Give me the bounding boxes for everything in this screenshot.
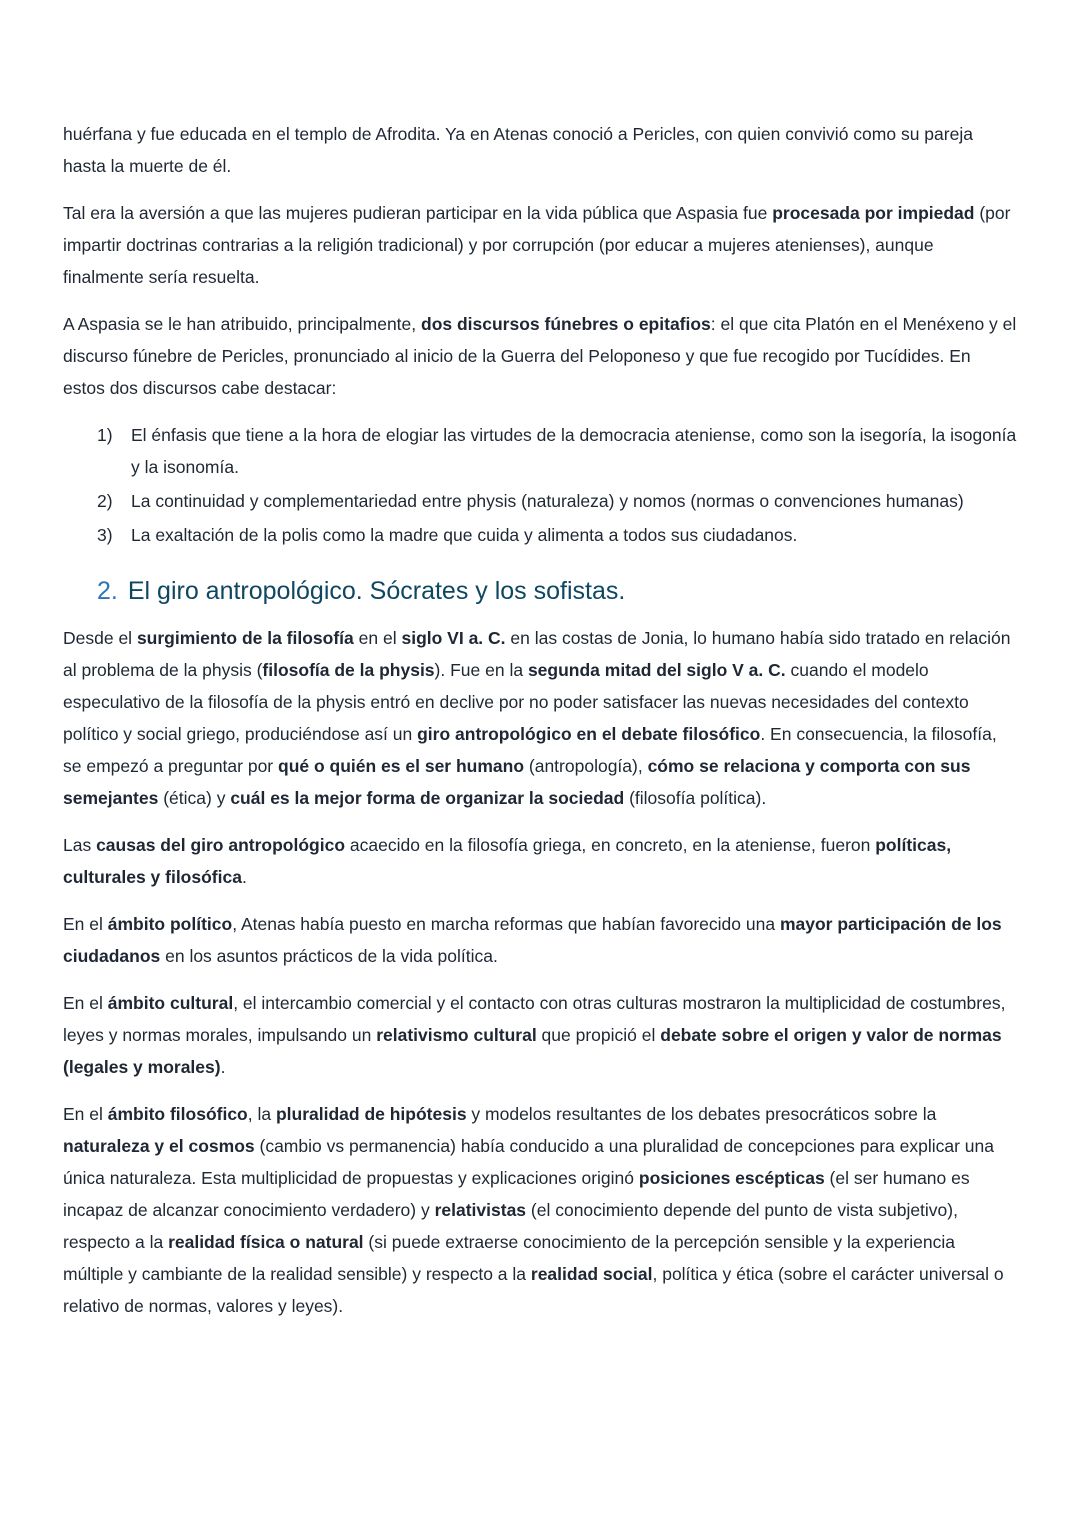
paragraph: A Aspasia se le han atribuido, principalmente, dos discursos fúnebres o epitafios: el que cita Platón en el Menéxeno y el discurso fúnebre de Pericles, pronunciado al inicio de la Guerra del Peloponeso y que fue recogido por Tucídides. En estos dos discursos cabe destacar:: [63, 314, 1017, 398]
list-item: [97, 519, 1017, 551]
list-item: [97, 419, 1017, 483]
list-marker: 3): [97, 525, 113, 545]
paragraph: En el ámbito filosófico, la pluralidad de hipótesis y modelos resultantes de los debates presocráticos sobre la naturaleza y el cosmos (cambio vs permanencia) había conducido a una pluralidad de concepciones para explicar una única naturaleza. Esta multiplicidad de propuestas y explicaciones originó posiciones escépticas (el ser humano es incapaz de alcanzar conocimiento verdadero) y relativistas (el conocimiento depende del punto de vista subjetivo), respecto a la realidad física o natural (si puede extraerse conocimiento de la percepción sensible y la experiencia múltiple y cambiante de la realidad sensible) y respecto a la realidad social, política y ética (sobre el carácter universal o relativo de normas, valores y leyes).: [63, 1104, 1004, 1316]
section-heading: [97, 573, 1017, 609]
list-item: [97, 485, 1017, 517]
list-item-text: El énfasis que tiene a la hora de elogiar las virtudes de la democracia ateniense, como son la isegoría, la isogonía y la isonomía.: [131, 425, 1017, 477]
list-item-text: La exaltación de la polis como la madre que cuida y alimenta a todos sus ciudadanos.: [131, 525, 798, 545]
list-marker: 1): [97, 425, 113, 445]
paragraph: En el ámbito cultural, el intercambio comercial y el contacto con otras culturas mostraron la multiplicidad de costumbres, leyes y normas morales, impulsando un relativismo cultural que propició el debate sobre el origen y valor de normas (legales y morales).: [63, 993, 1006, 1077]
numbered-list: [63, 419, 1017, 551]
paragraph: Desde el surgimiento de la filosofía en el siglo VI a. C. en las costas de Jonia, lo humano había sido tratado en relación al problema de la physis (filosofía de la physis). Fue en la segunda mitad del siglo V a. C. cuando el modelo especulativo de la filosofía de la physis entró en declive por no poder satisfacer las nuevas necesidades del contexto político y social griego, produciéndose así un giro antropológico en el debate filosófico. En consecuencia, la filosofía, se empezó a preguntar por qué o quién es el ser humano (antropología), cómo se relaciona y comporta con sus semejantes (ética) y cuál es la mejor forma de organizar la sociedad (filosofía política).: [63, 628, 1011, 808]
section-heading-number: 2.: [97, 577, 118, 605]
list-item-text: La continuidad y complementariedad entre physis (naturaleza) y nomos (normas o convenciones humanas): [131, 491, 964, 511]
paragraph: En el ámbito político, Atenas había puesto en marcha reformas que habían favorecido una mayor participación de los ciudadanos en los asuntos prácticos de la vida política.: [63, 914, 1002, 966]
section-heading-title: El giro antropológico. Sócrates y los sofistas.: [127, 577, 626, 605]
list-marker: 2): [97, 491, 113, 511]
paragraph: Tal era la aversión a que las mujeres pudieran participar en la vida pública que Aspasia fue procesada por impiedad (por impartir doctrinas contrarias a la religión tradicional) y por corrupción (por educar a mujeres atenienses), aunque finalmente sería resuelta.: [63, 203, 1011, 287]
paragraph: Las causas del giro antropológico acaecido en la filosofía griega, en concreto, en la ateniense, fueron políticas, culturales y filosófica.: [63, 835, 952, 887]
paragraph: huérfana y fue educada en el templo de Afrodita. Ya en Atenas conoció a Pericles, con quien convivió como su pareja hasta la muerte de él.: [63, 124, 973, 176]
